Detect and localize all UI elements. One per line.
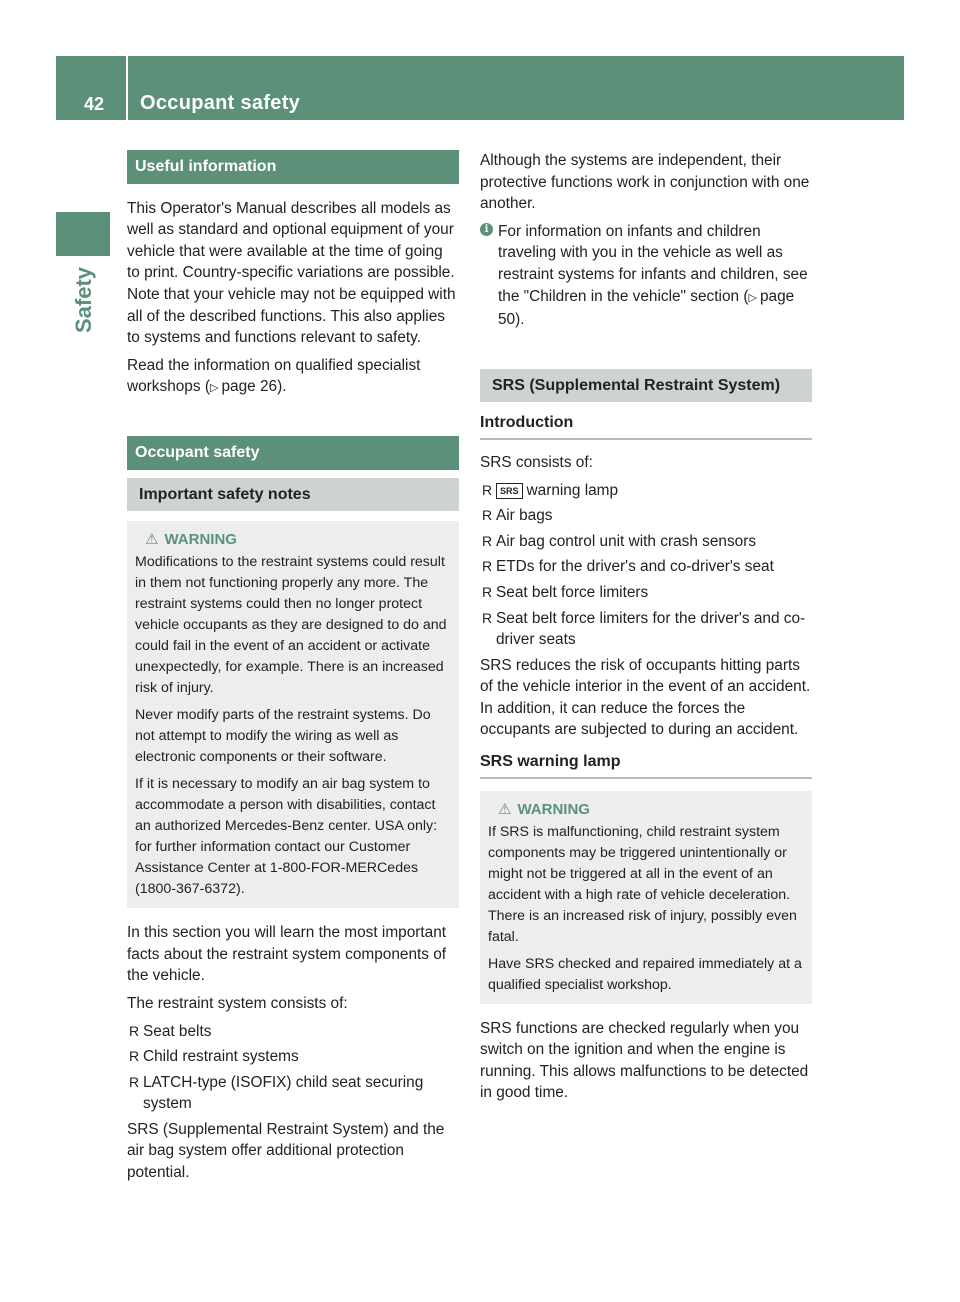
page-ref-arrow-icon: ▷ xyxy=(209,382,222,395)
srs-warning-lamp-heading: SRS warning lamp xyxy=(480,751,812,779)
warning-header xyxy=(135,529,451,550)
occupant-safety-heading: Occupant safety xyxy=(127,436,459,470)
list-item: R LATCH-type (ISOFIX) child seat securing system xyxy=(127,1072,459,1115)
srs-heading: SRS (Supplemental Restraint System) xyxy=(480,369,812,403)
warning-triangle-icon: ⚠ xyxy=(498,800,512,818)
warning-box xyxy=(127,521,459,908)
info-icon: i xyxy=(480,223,493,236)
srs-checked-text: SRS functions are checked regularly when you switch on the ignition and when the engine is running. This allows malfunctions to be detected in good time. xyxy=(480,1019,809,1102)
useful-information-heading: Useful information xyxy=(127,150,459,184)
workshops-reference: Read the information on qualified specialist workshops (▷ page 26). xyxy=(127,356,421,396)
warning-text: Never modify parts of the restraint systems. Do not attempt to modify the wiring as well as electronic components or their software. xyxy=(135,707,431,766)
page-ref-link[interactable]: page 26 xyxy=(221,378,278,396)
warning-text: If SRS is malfunctioning, child restraint system components may be triggered unintentionally or might not be triggered at all in the event of an accident with a high rate of vehicle deceleration. There is an increased risk of injury, possibly even fatal. xyxy=(488,823,797,945)
list-item: R ETDs for the driver's and co-driver's seat xyxy=(480,556,812,578)
section-tab-marker xyxy=(56,212,110,256)
page-ref-arrow-icon: ▷ xyxy=(748,291,760,304)
page-title: Occupant safety xyxy=(140,92,301,114)
list-item: R Seat belts xyxy=(127,1021,459,1043)
page-ref-link[interactable]: page 50 xyxy=(498,287,795,329)
learn-text: In this section you will learn the most important facts about the restraint system components of the vehicle. xyxy=(127,924,447,985)
srs-consists-text: SRS consists of: xyxy=(480,453,593,471)
warning-label: WARNING xyxy=(164,531,237,549)
list-item: R Seat belt force limiters for the driver's and co-driver seats xyxy=(480,608,812,651)
list-item: R SRS warning lamp xyxy=(480,480,812,502)
srs-reduces-text: SRS reduces the risk of occupants hitting parts of the vehicle interior in the event of an accident. In addition, it can reduce the forces the occupants are subjected to during an accident. xyxy=(480,656,811,739)
warning-header xyxy=(488,799,804,820)
useful-information-text: This Operator's Manual describes all models as well as standard and optional equipment of your vehicle that were available at the time of going to print. Country-specific variations are possible. Note that your vehicle may not be equipped with all of the described functions. This also applies to systems and functions relevant to safety. xyxy=(127,199,456,347)
right-column xyxy=(480,150,812,1110)
info-note: i For information on infants and children traveling with you in the vehicle as well as restraint systems for infants and children, see the "Children in the vehicle" section (▷ page 50). xyxy=(480,221,812,331)
list-item: R Seat belt force limiters xyxy=(480,582,812,604)
consists-text: The restraint system consists of: xyxy=(127,994,348,1012)
warning-box xyxy=(480,791,812,1004)
warning-triangle-icon: ⚠ xyxy=(145,531,159,549)
independent-text: Although the systems are independent, their protective functions work in conjunction with one another. xyxy=(480,152,810,213)
page-number: 42 xyxy=(84,94,105,114)
list-item: R Air bag control unit with crash sensors xyxy=(480,531,812,553)
list-item: R Air bags xyxy=(480,505,812,527)
srs-protection-text: SRS (Supplemental Restraint System) and the air bag system offer additional protection potential. xyxy=(127,1120,445,1182)
introduction-heading: Introduction xyxy=(480,412,812,440)
restraint-system-list xyxy=(127,1021,459,1115)
page-header xyxy=(56,56,904,120)
warning-text: Have SRS checked and repaired immediately at a qualified specialist workshop. xyxy=(488,955,802,993)
warning-label: WARNING xyxy=(517,800,590,818)
header-divider xyxy=(126,56,128,120)
side-section-label: Safety xyxy=(71,266,96,334)
srs-lamp-icon: SRS xyxy=(496,483,523,499)
warning-text: If it is necessary to modify an air bag system to accommodate a person with disabilities, contact an authorized Mercedes-Benz center. USA only: for further information contact our Customer Assistance Center at 1-800-FOR-MERCedes (1800-367-6372). xyxy=(135,776,438,898)
warning-text: Modifications to the restraint systems could result in them not functioning properly any more. The restraint systems could then no longer protect vehicle occupants as they are designed to do and could fail in the event of an accident or activate unexpectedly, for example. There is an increased risk of injury. xyxy=(135,554,447,697)
important-safety-notes-heading: Important safety notes xyxy=(127,478,459,512)
list-item: R Child restraint systems xyxy=(127,1046,459,1068)
left-column xyxy=(127,150,459,1190)
srs-components-list xyxy=(480,480,812,651)
